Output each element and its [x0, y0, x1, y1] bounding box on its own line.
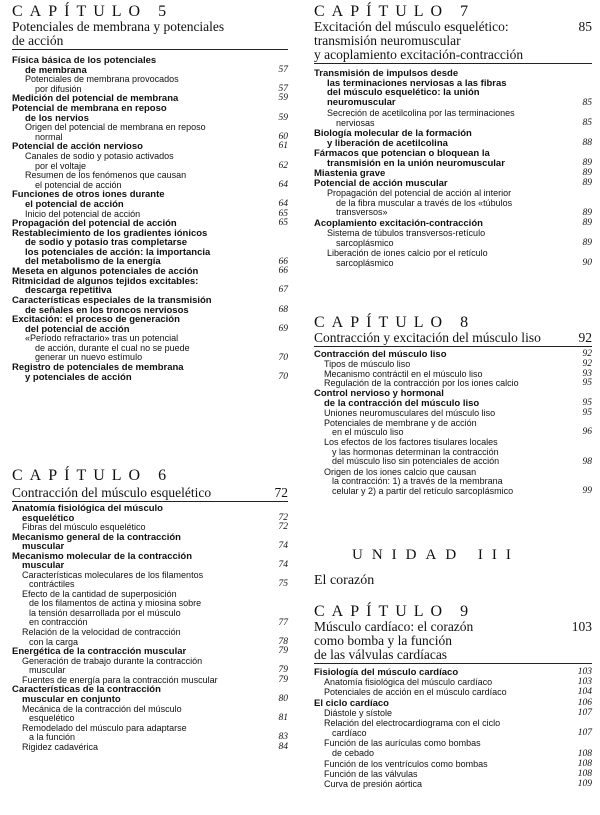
toc-entry[interactable]: [12, 363, 288, 382]
toc-entry-line: del metabolismo de la energía: [25, 256, 161, 268]
toc-entry-line: y potenciales de acción: [25, 371, 132, 383]
toc-entry[interactable]: [12, 590, 288, 628]
toc-entry-line: transmisión en la unión neuromuscular: [327, 157, 505, 169]
cap8-rule: [314, 346, 592, 347]
toc-entry-line: Uniones neuromusculares del músculo liso: [324, 407, 496, 418]
toc-entry-line: Potencial de acción muscular: [314, 178, 448, 189]
toc-entry-line: la tensión desarrollada por el músculo: [29, 607, 181, 618]
toc-entry-line: Propagación del potencial de acción al interior: [327, 188, 512, 198]
toc-entry[interactable]: [12, 743, 288, 753]
toc-entry[interactable]: [314, 780, 592, 790]
toc-entry-line: Función de los ventrículos como bombas: [324, 758, 488, 769]
toc-entry-line: esquelético: [29, 713, 75, 724]
toc-entry-page: 79: [278, 674, 288, 685]
toc-entry-line: el potencial de acción: [35, 179, 122, 190]
toc-entry-page: 66: [278, 266, 288, 277]
toc-entry-line: y liberación de acetilcolina: [327, 137, 448, 149]
toc-entry-page: 93: [582, 368, 592, 379]
toc-entry-page: 89: [582, 178, 592, 188]
toc-entry-line: Mecanismo general de la contracción: [12, 531, 181, 543]
toc-entry-line: Contracción del músculo liso: [314, 349, 447, 360]
toc-entry-page: 59: [278, 112, 288, 123]
toc-entry-page: 99: [582, 486, 592, 497]
toc-entry-line: por el voltaje: [35, 160, 87, 171]
toc-entry[interactable]: [314, 249, 592, 268]
toc-entry-page: 89: [582, 238, 592, 248]
toc-entry-line: Sistema de túbulos transversos-retículo: [327, 228, 486, 238]
toc-entry-line: neuromuscular: [327, 96, 396, 108]
cap7-title-line: transmisión neuromuscular: [314, 33, 461, 48]
toc-entry[interactable]: [12, 123, 288, 142]
cap7-heading: CAPÍTULO 7: [314, 3, 476, 20]
toc-entry-line: Origen del potencial de membrana en reposo: [25, 122, 206, 133]
toc-entry-line: Excitación: el proceso de generación: [12, 314, 180, 326]
toc-entry-line: y las hormonas determinan la contracción: [332, 446, 499, 457]
toc-entry-line: Potenciales de membrana provocados: [25, 74, 179, 85]
toc-entry-line: Transmisión de impulsos desde: [314, 68, 459, 79]
cap6-title-line: Contracción del músculo esquelético: [12, 485, 212, 500]
toc-entry-line: Generación de trabajo durante la contracción: [22, 655, 203, 666]
toc-entry-line: de los filamentos de actina y miosina sobre: [29, 598, 202, 609]
toc-entry-line: las terminaciones nerviosas a las fibras: [327, 77, 507, 89]
toc-entry-line: generar un nuevo estímulo: [35, 352, 143, 363]
toc-entry-page: 106: [577, 697, 592, 708]
toc-entry-line: Características especiales de la transmisión: [12, 295, 212, 306]
toc-entry-page: 103: [577, 677, 592, 688]
toc-entry-line: del músculo esquelético: la unión: [327, 87, 480, 98]
cap9-title: [314, 620, 592, 662]
toc-entry-line: Medición del potencial de membrana: [12, 93, 179, 105]
toc-entry-line: Origen de los iones calcio que causan: [324, 466, 477, 477]
toc-entry-line: Potencial de membrana en reposo: [12, 103, 167, 114]
toc-entry[interactable]: [12, 277, 288, 296]
toc-entry-page: 70: [278, 352, 288, 363]
cap8-title-line: Contracción y excitación del músculo liso: [314, 330, 541, 345]
toc-entry-line: Resumen de los fenómenos que causan: [25, 170, 187, 181]
toc-entry[interactable]: [314, 438, 592, 467]
toc-entry-line: sarcoplásmico: [336, 257, 394, 268]
toc-entry-line: muscular: [22, 541, 65, 553]
toc-entry-line: Energética de la contracción muscular: [12, 646, 187, 658]
toc-entry[interactable]: [12, 571, 288, 590]
toc-entry-line: de sodio y potasio tras completarse: [25, 237, 188, 249]
toc-entry-line: por difusión: [35, 83, 82, 94]
toc-entry-line: del músculo liso sin potenciales de acción: [332, 456, 500, 467]
toc-entry-line: Anatomía fisiológica del músculo: [12, 503, 163, 514]
toc-entry[interactable]: [314, 760, 592, 770]
toc-entry-page: 95: [582, 407, 592, 418]
cap5-rule: [12, 49, 288, 50]
toc-entry[interactable]: [12, 705, 288, 724]
toc-entry-line: sarcoplásmico: [336, 237, 394, 248]
toc-entry[interactable]: [12, 334, 288, 363]
toc-entry-page: 57: [278, 64, 288, 75]
toc-entry-page: 65: [278, 218, 288, 229]
toc-entry[interactable]: [314, 360, 592, 370]
toc-entry[interactable]: [314, 678, 592, 688]
toc-entry-line: Restablecimiento de los gradientes iónicos: [12, 227, 208, 239]
toc-entry[interactable]: [12, 171, 288, 190]
toc-entry[interactable]: [12, 296, 288, 315]
toc-entry-page: 89: [582, 158, 592, 168]
toc-entry-page: 88: [582, 138, 592, 148]
toc-entry-page: 103: [577, 667, 592, 677]
toc-entry[interactable]: [314, 419, 592, 438]
toc-entry-line: Potencial de acción nervioso: [12, 141, 143, 153]
toc-entry[interactable]: [12, 315, 288, 334]
toc-entry-line: Liberación de iones calcio por el retículo: [327, 248, 488, 258]
toc-entry[interactable]: [12, 152, 288, 171]
toc-entry-line: Efecto de la cantidad de superposición: [22, 588, 177, 599]
cap5-title: [12, 20, 288, 48]
cap9-rule: [314, 663, 592, 664]
toc-entry-line: Tipos de músculo liso: [324, 358, 411, 369]
toc-entry-page: 107: [577, 728, 592, 739]
toc-entry[interactable]: [314, 409, 592, 419]
toc-entry[interactable]: [12, 190, 288, 209]
toc-entry-line: del potencial de acción: [25, 323, 130, 335]
cap7-title-line: y acoplamiento excitación-contracción: [314, 47, 524, 62]
toc-entry[interactable]: [12, 504, 288, 523]
toc-entry-page: 95: [582, 378, 592, 389]
toc-entry-page: 64: [278, 179, 288, 190]
toc-entry-line: la contracción: 1) a través de la membrana: [332, 476, 503, 487]
toc-entry-line: celular y 2) a partir del retículo sarcoplásmico: [332, 485, 514, 496]
toc-entry-line: Rigidez cadavérica: [22, 741, 99, 752]
toc-entry-page: 89: [582, 208, 592, 218]
toc-entry-page: 72: [278, 512, 288, 523]
toc-entry-line: de cebado: [332, 747, 375, 758]
toc-entry-page: 92: [582, 349, 592, 359]
toc-entry-line: Los efectos de los factores tisulares locales: [324, 437, 498, 448]
toc-entry-line: Inicio del potencial de acción: [25, 208, 141, 219]
cap9-heading: CAPÍTULO 9: [314, 603, 476, 620]
toc-entry[interactable]: [12, 75, 288, 94]
toc-entry[interactable]: [314, 709, 592, 719]
toc-entry-page: 108: [577, 758, 592, 769]
toc-entry-line: Mecanismo contráctil en el músculo liso: [324, 368, 483, 379]
toc-entry-page: 57: [278, 83, 288, 94]
toc-entry-line: Registro de potenciales de membrana: [12, 362, 184, 374]
toc-entry-page: 89: [582, 218, 592, 228]
toc-entry-page: 109: [577, 779, 592, 790]
toc-entry[interactable]: [314, 189, 592, 218]
toc-entry[interactable]: [12, 533, 288, 552]
toc-entry-page: 70: [278, 371, 288, 382]
toc-entry-line: normal: [35, 131, 63, 142]
toc-entry-page: 81: [278, 713, 288, 724]
unidad-title: El corazón: [314, 573, 375, 588]
toc-entry[interactable]: [314, 688, 592, 698]
cap7-rule: [314, 63, 592, 64]
toc-entry-line: Meseta en algunos potenciales de acción: [12, 266, 199, 278]
toc-entry[interactable]: [314, 739, 592, 758]
toc-entry-line: esquelético: [22, 512, 75, 524]
toc-entry-page: 92: [582, 358, 592, 369]
toc-entry-page: 59: [278, 93, 288, 104]
toc-entry[interactable]: [314, 699, 592, 709]
toc-entry-line: Propagación del potencial de acción: [12, 218, 177, 230]
toc-entry[interactable]: [12, 229, 288, 267]
toc-entry-line: de la fibra muscular a través de los «túbulos: [336, 197, 513, 208]
toc-entry-line: Potenciales de acción en el músculo cardíaco: [324, 687, 507, 698]
cap8-title-page: 92: [578, 330, 592, 345]
cap9-title-line: Músculo cardíaco: el corazón: [314, 619, 474, 634]
cap6-rule: [12, 501, 288, 502]
toc-entry-line: Características moleculares de los filamentos: [22, 569, 204, 580]
toc-entry-line: de señales en los troncos nerviosos: [25, 304, 189, 316]
toc-entry-page: 104: [577, 687, 592, 698]
toc-entry-page: 90: [582, 258, 592, 268]
toc-entry-page: 64: [278, 198, 288, 209]
toc-entry-page: 61: [278, 141, 288, 152]
toc-entry-line: en el músculo liso: [332, 427, 404, 438]
toc-entry-line: Diástole y sístole: [324, 707, 393, 718]
toc-entry-page: 72: [278, 522, 288, 533]
toc-entry-page: 108: [577, 769, 592, 779]
toc-entry[interactable]: [12, 685, 288, 704]
cap6-heading: CAPÍTULO 6: [12, 467, 174, 484]
toc-entry-page: 75: [278, 579, 288, 590]
toc-entry-line: Miastenia grave: [314, 168, 386, 179]
toc-entry-page: 107: [577, 707, 592, 718]
toc-entry[interactable]: [12, 724, 288, 743]
cap5-heading: CAPÍTULO 5: [12, 3, 174, 20]
toc-entry-page: 60: [278, 131, 288, 142]
cap8-heading: CAPÍTULO 8: [314, 314, 476, 331]
toc-entry-line: de membrana: [25, 64, 87, 76]
cap7-title-line: Excitación del músculo esquelético:: [314, 19, 509, 34]
toc-entry-line: Física básica de los potenciales: [12, 55, 157, 66]
toc-entry-line: transversos»: [336, 207, 388, 217]
toc-entry-line: Curva de presión aórtica: [324, 779, 423, 790]
toc-entry-page: 96: [582, 427, 592, 438]
toc-entry-line: El ciclo cardíaco: [314, 697, 389, 709]
toc-entry[interactable]: [12, 552, 288, 571]
toc-entry-line: el potencial de acción: [25, 198, 124, 210]
toc-entry[interactable]: [314, 770, 592, 780]
toc-entry-line: Regulación de la contracción por los iones calcio: [324, 378, 519, 389]
toc-entry-page: 89: [582, 168, 592, 178]
toc-entry[interactable]: [314, 69, 592, 107]
cap9-title-page: 103: [571, 619, 592, 634]
toc-entry-line: a la función: [29, 732, 76, 743]
toc-entry-line: Fisiología del músculo cardíaco: [314, 667, 459, 678]
toc-entry-page: 74: [278, 541, 288, 552]
toc-entry-line: Fibras del músculo esquelético: [22, 522, 146, 533]
toc-entry-line: de los nervios: [25, 112, 89, 124]
cap7-title: [314, 20, 592, 62]
toc-entry-line: Relación de la velocidad de contracción: [22, 627, 181, 638]
toc-entry-line: Fármacos que potencian o bloquean la: [314, 148, 490, 159]
toc-entry-line: Secreción de acetilcolina por las terminaciones: [327, 108, 515, 118]
toc-entry-page: 84: [278, 741, 288, 752]
cap8-title: [314, 331, 592, 345]
toc-entry[interactable]: [314, 468, 592, 497]
toc-entry-line: Anatomía fisiológica del músculo cardíaco: [324, 677, 493, 688]
toc-entry[interactable]: [12, 628, 288, 647]
toc-entry[interactable]: [12, 657, 288, 676]
toc-entry-line: Mecánica de la contracción del músculo: [22, 703, 182, 714]
toc-entry-page: 62: [278, 160, 288, 171]
toc-entry[interactable]: [314, 668, 592, 678]
toc-entry-page: 83: [278, 732, 288, 743]
toc-entry-line: de acción, durante el cual no se puede: [35, 342, 190, 353]
toc-entry-line: con la carga: [29, 636, 79, 647]
toc-entry-page: 78: [278, 636, 288, 647]
cap7-title-page: 85: [578, 19, 592, 34]
toc-entry[interactable]: [314, 109, 592, 128]
toc-entry-page: 80: [278, 693, 288, 704]
toc-entry[interactable]: [12, 104, 288, 123]
toc-entry-page: 108: [577, 748, 592, 759]
unidad-heading: UNIDAD III: [352, 547, 520, 563]
toc-entry-line: Ritmicidad de algunos tejidos excitables:: [12, 275, 199, 287]
toc-entry-page: 98: [582, 456, 592, 467]
toc-entry-page: 66: [278, 256, 288, 267]
toc-entry[interactable]: [12, 56, 288, 75]
toc-entry-line: muscular en conjunto: [22, 693, 121, 705]
toc-entry-line: Funciones de otros iones durante: [12, 189, 165, 201]
toc-entry-line: Biología molecular de la formación: [314, 128, 472, 139]
toc-entry-page: 65: [278, 208, 288, 219]
toc-entry-line: «Período refractario» tras un potencial: [25, 333, 179, 344]
toc-entry-line: muscular: [22, 560, 65, 572]
toc-entry-line: Acoplamiento excitación-contracción: [314, 218, 483, 229]
toc-entry-line: Canales de sodio y potasio activados: [25, 151, 174, 161]
toc-entry-page: 79: [278, 665, 288, 676]
toc-entry-line: Relación del electrocardiograma con el ciclo: [324, 718, 501, 728]
toc-entry-line: nerviosas: [336, 117, 375, 128]
toc-entry[interactable]: [314, 719, 592, 738]
toc-entry[interactable]: [314, 229, 592, 248]
toc-entry-line: Control nervioso y hormonal: [314, 388, 444, 400]
cap9-title-line: como bomba y la función: [314, 633, 452, 648]
toc-entry-line: de la contracción del músculo liso: [324, 397, 480, 409]
toc-entry-line: Función de las válvulas: [324, 769, 418, 779]
toc-entry-page: 67: [278, 285, 288, 296]
toc-entry-page: 85: [582, 118, 592, 128]
toc-entry-page: 69: [278, 323, 288, 334]
cap9-title-line: de las válvulas cardíacas: [314, 647, 448, 662]
toc-entry-page: 79: [278, 646, 288, 657]
toc-entry-line: Mecanismo molecular de la contracción: [12, 550, 193, 562]
toc-entry-page: 74: [278, 560, 288, 571]
toc-entry-line: en contracción: [29, 617, 88, 628]
toc-entry-line: Remodelado del músculo para adaptarse: [22, 722, 187, 733]
toc-entry-line: Potenciales de membrane y de acción: [324, 417, 477, 428]
cap6-title-page: 72: [274, 485, 288, 500]
toc-entry-page: 85: [582, 98, 592, 108]
cap5-title-line: Potenciales de membrana y potenciales: [12, 19, 225, 34]
toc-entry-line: muscular: [29, 665, 66, 676]
toc-entry-line: los potenciales de acción: la importancia: [25, 246, 211, 258]
cap5-title-line: de acción: [12, 33, 64, 48]
toc-entry-line: contráctiles: [29, 579, 75, 590]
toc-entry[interactable]: [314, 389, 592, 408]
toc-entry-line: Características de la contracción: [12, 684, 161, 696]
toc-entry-page: 95: [582, 397, 592, 408]
cap6-title: [12, 486, 288, 500]
toc-entry-page: 68: [278, 304, 288, 315]
toc-entry[interactable]: [314, 149, 592, 168]
toc-entry-line: Fuentes de energía para la contracción muscular: [22, 674, 218, 685]
toc-entry-line: descarga repetitiva: [25, 285, 112, 297]
toc-entry-line: cardíaco: [332, 727, 367, 738]
toc-entry-line: Función de las aurículas como bombas: [324, 738, 481, 749]
toc-entry-page: 77: [278, 617, 288, 628]
toc-entry[interactable]: [314, 129, 592, 148]
